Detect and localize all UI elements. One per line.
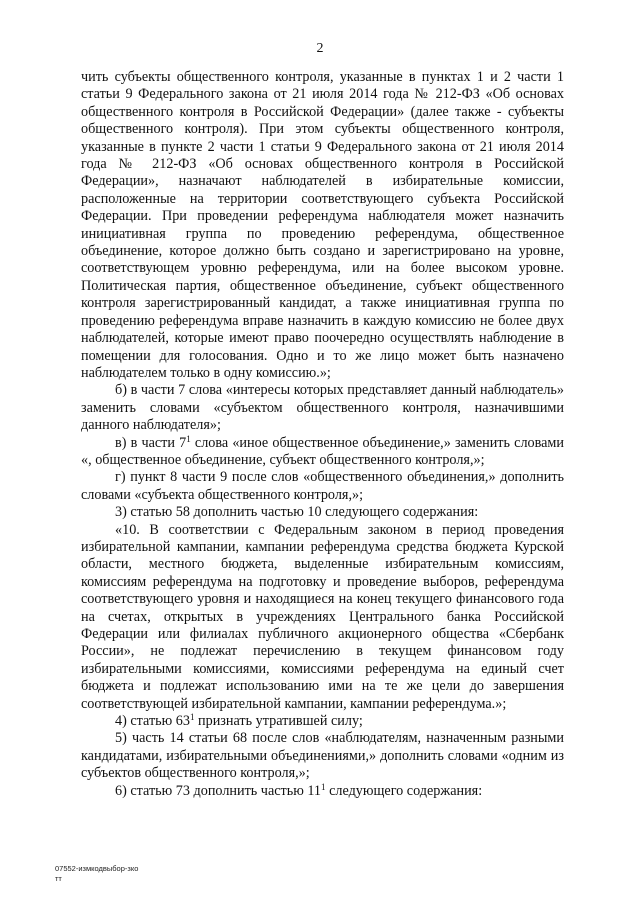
paragraph-text: б) в части 7 слова «интересы которых представляет данный наблюдатель» заменить словами «субъектом общественного контроля, назначившими данного наблюдателя»; bbox=[81, 382, 564, 434]
superscript: 1 bbox=[186, 433, 191, 444]
paragraph-text: 3) статью 58 дополнить частью 10 следующего содержания: bbox=[115, 504, 479, 521]
paragraph-text: 6) статью 73 дополнить частью 11 bbox=[115, 782, 322, 799]
superscript: 1 bbox=[189, 712, 195, 723]
paragraph bbox=[81, 469, 564, 504]
document-body bbox=[81, 69, 564, 800]
paragraph bbox=[81, 504, 564, 521]
paragraph bbox=[81, 522, 564, 713]
paragraph-text: «10. В соответствии с Федеральным законом в период проведения избирательной кампании, кампании референдума средства бюджета Курской области, местного бюджета, выделенные избирательным комиссиям, комиссиям референдума на подготовку и проведение выборов, референдума соответствующего уровня и находящиеся на конец текущего финансового года на счетах, открытых в учреждениях Центрального банка Российской Федерации или филиалах публичного акционерного общества «Сбербанк России», не подлежат перечислению в текущем финансовом году избирательными комиссиями, комиссиями референдума на единый счет бюджета и подлежат использованию ими на те же цели до завершения соответствующей избирательной кампании, кампании референдума.»; bbox=[81, 521, 564, 712]
superscript: 1 bbox=[321, 781, 326, 792]
paragraph bbox=[81, 730, 564, 782]
document-footer bbox=[55, 864, 138, 884]
paragraph bbox=[81, 69, 564, 382]
paragraph-text: признать утратившей силу; bbox=[194, 713, 363, 730]
page-number: 2 bbox=[316, 41, 324, 56]
paragraph bbox=[81, 435, 564, 470]
paragraph-text: следующего содержания: bbox=[325, 782, 483, 799]
paragraph bbox=[81, 382, 564, 434]
paragraph-text: 4) статью 63 bbox=[115, 713, 190, 730]
footer-initials: тт bbox=[55, 874, 62, 883]
paragraph-text: чить субъекты общественного контроля, указанные в пунктах 1 и 2 части 1 статьи 9 Федерального закона от 21 июля 2014 года № 212-ФЗ «Об основах общественного контроля в Российской Федерации» (далее также - субъекты общественного контроля). При этом субъекты общественного контроля, указанные в пункте 2 части 1 статьи 9 Федерального закона от 21 июля 2014 года № 212-ФЗ «Об основах общественного контроля в Российской Федерации», назначают наблюдателей в избирательные комиссии, расположенные на территории соответствующего субъекта Российской Федерации. При проведении референдума наблюдателя может назначить инициативная группа по проведению референдума, общественное объединение, которое должно быть создано и зарегистрировано на уровне, соответствующем уровню референдума, или на более высоком уровне. Политическая партия, общественное объединение, субъект общественного контроля зарегистрированный кандидат, а также инициативная группа по проведению референдума вправе назначить в каждую комиссию не более двух наблюдателей, которые имеют право поочередно осуществлять наблюдение в помещении для голосования. Одно и то же лицо может быть назначено наблюдателем только в одну комиссию.»; bbox=[81, 69, 564, 381]
footer-file-code: 07552-измкодвыбор-зко bbox=[55, 864, 139, 873]
paragraph-text: г) пункт 8 части 9 после слов «общественного объединения,» дополнить словами «субъекта общественного контроля,»; bbox=[81, 469, 564, 503]
paragraph-text: 5) часть 14 статьи 68 после слов «наблюдателям, назначенным разными кандидатами, избирательными объединениями,» дополнить словами «одним из субъектов общественного контроля,»; bbox=[81, 730, 564, 782]
paragraph-text: слова «иное общественное объединение,» заменить словами «, общественное объединение, субъект общественного контроля,»; bbox=[81, 434, 564, 468]
paragraph-text: в) в части 7 bbox=[115, 434, 187, 451]
paragraph bbox=[81, 783, 564, 800]
paragraph bbox=[81, 713, 564, 730]
